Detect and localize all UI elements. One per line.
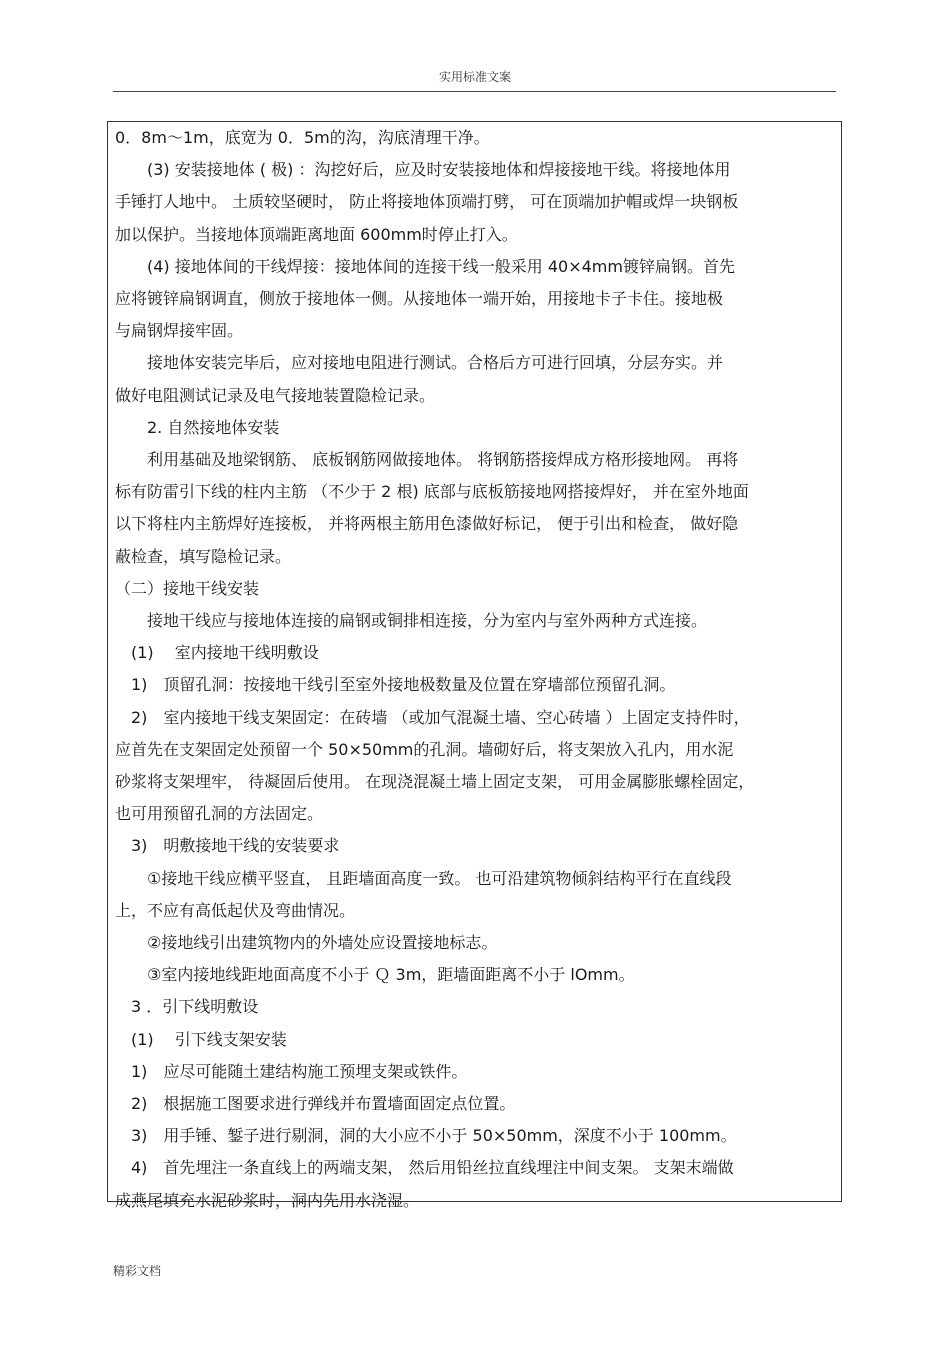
text-line: 手锤打人地中。 土质较坚硬时， 防止将接地体顶端打劈， 可在顶端加护帽或焊一块钢板: [115, 192, 739, 212]
text-line: 2) 根据施工图要求进行弹线并布置墙面固定点位置。: [115, 1094, 516, 1113]
text-line: 蔽检查，填写隐检记录。: [115, 546, 292, 566]
text-line: ②接地线引出建筑物内的外墙处应设置接地标志。: [115, 933, 498, 952]
header-divider: [113, 91, 836, 92]
text-line: 3 ．引下线明敷设: [115, 997, 259, 1017]
text-line: 1) 应尽可能随土建结构施工预埋支架或铁件。: [115, 1061, 468, 1081]
text-line: 2. 自然接地体安装: [115, 417, 280, 437]
text-line: 与扁钢焊接牢固。: [115, 321, 244, 341]
text-line: 做好电阻测试记录及电气接地装置隐检记录。: [115, 385, 436, 405]
text-line: 3) 明敷接地干线的安装要求: [115, 836, 340, 856]
text-line: 1) 顶留孔洞：按接地干线引至室外接地极数量及位置在穿墙部位预留孔洞。: [115, 675, 676, 695]
text-line: ①接地干线应横平竖直， 且距墙面高度一致。 也可沿建筑物倾斜结构平行在直线段: [115, 868, 732, 888]
text-line: 利用基础及地梁钢筋、 底板钢筋网做接地体。 将钢筋搭接焊成方格形接地网。 再将: [115, 450, 739, 469]
text-line: ③室内接地线距地面高度不小于 Ｑ 3m，距墙面距离不小于 lOmm。: [115, 965, 635, 985]
text-line: 加以保护。当接地体顶端距离地面 600mm时停止打入。: [115, 224, 518, 244]
text-line: 也可用预留孔洞的方法固定。: [115, 804, 324, 824]
text-line: (4) 接地体间的干线焊接：接地体间的连接干线一般采用 40×4mm镀锌扁钢。首先: [115, 256, 735, 276]
text-line: （二）接地干线安装: [115, 578, 260, 598]
text-line: 0．8m～1m，底宽为 0．5m的沟，沟底清理干净。: [115, 128, 490, 147]
text-line: 3) 用手锤、錾子进行剔洞，洞的大小应不小于 50×50mm，深度不小于 100mm。: [115, 1126, 737, 1146]
text-line: 砂浆将支架埋牢， 待凝固后使用。 在现浇混凝土墙上固定支架， 可用金属膨胀螺栓固定，: [115, 772, 755, 791]
text-line: 接地体安装完毕后，应对接地电阻进行测试。合格后方可进行回填，分层夯实。并: [115, 353, 724, 373]
page-footer: 精彩文档: [113, 1264, 162, 1278]
text-line: 4) 首先埋注一条直线上的两端支架， 然后用铅丝拉直线埋注中间支架。 支架末端做: [115, 1158, 734, 1178]
text-line: 上，不应有高低起伏及弯曲情况。: [115, 900, 356, 920]
text-line: 接地干线应与接地体连接的扁钢或铜排相连接，分为室内与室外两种方式连接。: [115, 611, 708, 630]
text-line: (1) 室内接地干线明敷设: [115, 643, 319, 663]
text-line: 应首先在支架固定处预留一个 50×50mm的孔洞。墙砌好后，将支架放入孔内，用水泥: [115, 739, 734, 759]
page-header: 实用标准文案: [438, 70, 511, 84]
text-line: 成燕尾填充水泥砂浆时，洞内先用水浇湿。: [115, 1190, 420, 1210]
text-line: 2) 室内接地干线支架固定：在砖墙 （或加气混凝土墙、空心砖墙 ）上固定支持件时，: [115, 707, 750, 727]
text-line: 标有防雷引下线的柱内主筋 （不少于 2 根) 底部与底板筋接地网搭接焊好， 并在室外地面: [115, 482, 749, 502]
text-line: (1) 引下线支架安装: [115, 1029, 287, 1049]
text-line: 以下将柱内主筋焊好连接板， 并将两根主筋用色漆做好标记， 便于引出和检查， 做好隐: [115, 514, 739, 534]
text-line: (3) 安装接地体 ( 极) ：沟挖好后，应及时安装接地体和焊接接地干线。将接地体用: [115, 160, 731, 180]
text-line: 应将镀锌扁钢调直，侧放于接地体一侧。从接地体一端开始，用接地卡子卡住。接地极: [115, 289, 724, 308]
